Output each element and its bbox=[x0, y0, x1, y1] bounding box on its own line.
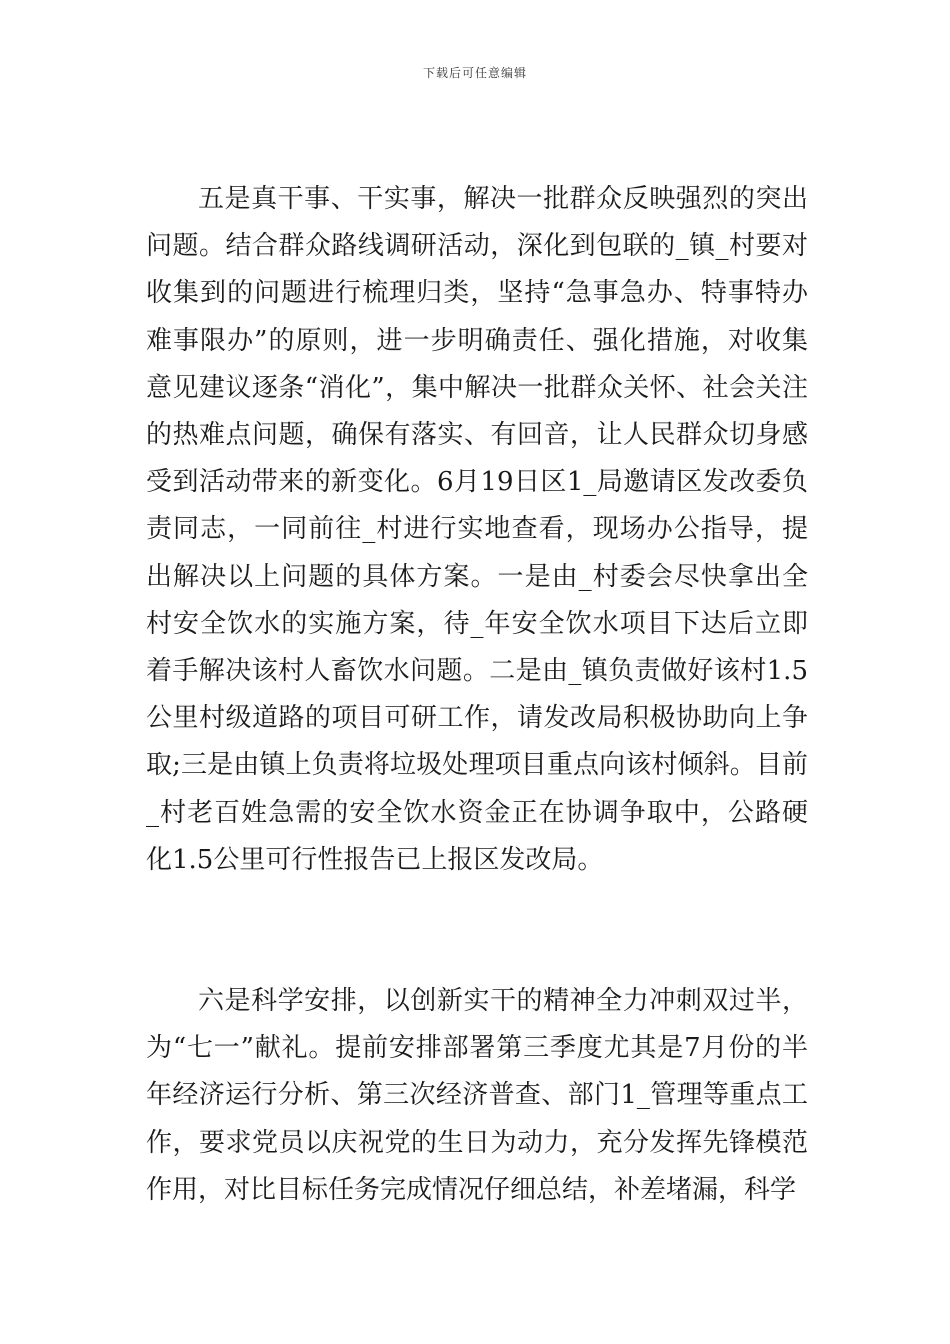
document-paragraph bbox=[146, 978, 808, 1214]
paragraph-text: 六是科学安排，以创新实干的精神全力冲刺双过半，为“七一”献礼。提前安排部署第三季度尤其是7月份的半年经济运行分析、第三次经济普查、部门1_管理等重点工作，要求党员以庆祝党的生日为动力，充分发挥先锋模范作用，对比目标任务完成情况仔细总结，补差堵漏，科学 bbox=[146, 986, 808, 1205]
paragraph-text: 五是真干事、干实事，解决一批群众反映强烈的突出问题。结合群众路线调研活动，深化到包联的_镇_村要对收集到的问题进行梳理归类，坚持“急事急办、特事特办难事限办”的原则，进一步明确责任、强化措施，对收集意见建议逐条“消化”，集中解决一批群众关怀、社会关注的热难点问题，确保有落实、有回音，让人民群众切身感受到活动带来的新变化。6月19日区1_局邀请区发改委负责同志，一同前往_村进行实地查看，现场办公指导，提出解决以上问题的具体方案。一是由_村委会尽快拿出全村安全饮水的实施方案，待_年安全饮水项目下达后立即着手解决该村人畜饮水问题。二是由_镇负责做好该村1.5公里村级道路的项目可研工作，请发改局积极协助向上争取;三是由镇上负责将垃圾处理项目重点向该村倾斜。目前_村老百姓急需的安全饮水资金正在协调争取中，公路硬化1.5公里可行性报告已上报区发改局。 bbox=[146, 184, 808, 875]
document-paragraph bbox=[146, 176, 808, 884]
page-header: 下载后可任意编辑 bbox=[422, 66, 527, 80]
